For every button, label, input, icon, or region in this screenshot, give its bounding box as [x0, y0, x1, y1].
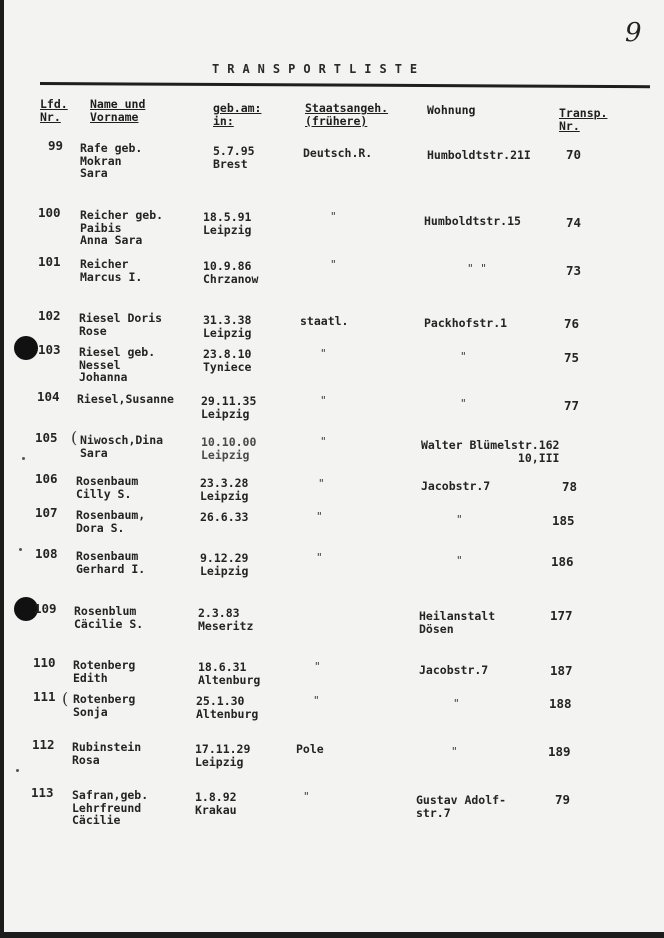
- row-106-nr: 106: [35, 471, 58, 486]
- row-111-transp: 188: [549, 696, 572, 711]
- row-101-staat: ": [330, 258, 337, 271]
- row-104-transp: 77: [564, 398, 580, 413]
- row-109-transp: 177: [550, 608, 573, 623]
- row-110-name: Rotenberg Edith: [73, 658, 136, 685]
- row-104-geb: 29.11.35 Leipzig: [201, 394, 257, 421]
- header-rule: [40, 82, 650, 88]
- row-100-transp: 74: [566, 215, 582, 230]
- row-112-nr: 112: [32, 737, 55, 752]
- row-101-name: Reicher Marcus I.: [80, 257, 143, 284]
- row-104-wohnung: ": [460, 397, 467, 410]
- row-110-transp: 187: [550, 663, 573, 678]
- row-103-geb: 23.8.10 Tyniece: [203, 347, 252, 374]
- row-112-transp: 189: [548, 744, 571, 759]
- row-99-transp: 70: [566, 147, 582, 162]
- row-99-staat: Deutsch.R.: [303, 146, 373, 160]
- row-113-nr: 113: [31, 785, 54, 800]
- row-103-name: Riesel geb. Nessel Johanna: [79, 345, 156, 384]
- row-111-wohnung: ": [453, 697, 460, 710]
- row-101-wohnung: " ": [467, 262, 487, 275]
- row-103-transp: 75: [564, 350, 580, 365]
- row-107-geb: 26.6.33: [200, 510, 249, 524]
- pen-mark-111: (: [62, 689, 69, 708]
- row-100-name: Reicher geb. Paibis Anna Sara: [80, 208, 164, 247]
- row-99-name: Rafe geb. Mokran Sara: [80, 141, 143, 180]
- row-103-wohnung: ": [460, 350, 467, 363]
- row-105-wohnung: Walter Blümelstr.162 10,III: [421, 438, 560, 465]
- row-104-name: Riesel,Susanne: [77, 392, 174, 406]
- row-106-name: Rosenbaum Cilly S.: [76, 474, 139, 501]
- row-108-wohnung: ": [456, 554, 463, 567]
- row-100-nr: 100: [38, 205, 61, 220]
- row-105-name: Niwosch,Dina Sara: [80, 433, 164, 460]
- row-109-name: Rosenblum Cäcilie S.: [74, 604, 144, 631]
- row-107-wohnung: ": [456, 513, 463, 526]
- row-103-staat: ": [320, 347, 327, 360]
- header-staatsangehoerigkeit: Staatsangeh. (frühere): [305, 101, 389, 128]
- row-99-nr: 99: [48, 138, 64, 153]
- row-107-name: Rosenbaum, Dora S.: [76, 508, 146, 535]
- row-106-wohnung: Jacobstr.7: [421, 479, 491, 493]
- row-108-name: Rosenbaum Gerhard I.: [76, 549, 146, 576]
- row-110-wohnung: Jacobstr.7: [419, 663, 489, 677]
- row-110-nr: 110: [33, 655, 56, 670]
- row-109-geb: 2.3.83 Meseritz: [198, 606, 254, 633]
- row-112-staat: Pole: [296, 742, 324, 756]
- row-113-geb: 1.8.92 Krakau: [195, 790, 237, 817]
- row-110-geb: 18.6.31 Altenburg: [198, 660, 261, 687]
- row-113-transp: 79: [555, 792, 571, 807]
- row-109-nr: 109: [34, 601, 57, 616]
- row-102-nr: 102: [38, 308, 61, 323]
- header-name: Name und Vorname: [90, 97, 146, 124]
- row-105-nr: 105: [35, 430, 58, 445]
- row-107-nr: 107: [35, 505, 58, 520]
- row-107-transp: 185: [552, 513, 575, 528]
- row-112-geb: 17.11.29 Leipzig: [195, 742, 251, 769]
- paper-speck: [19, 548, 22, 551]
- row-101-geb: 10.9.86 Chrzanow: [203, 259, 259, 286]
- row-109-wohnung: Heilanstalt Dösen: [419, 609, 496, 636]
- row-108-nr: 108: [35, 546, 58, 561]
- row-108-geb: 9.12.29 Leipzig: [200, 551, 249, 578]
- row-100-wohnung: Humboldtstr.15: [424, 214, 521, 228]
- row-99-geb: 5.7.95 Brest: [213, 144, 255, 171]
- row-111-name: Rotenberg Sonja: [73, 692, 136, 719]
- row-102-geb: 31.3.38 Leipzig: [203, 313, 252, 340]
- row-106-transp: 78: [562, 479, 578, 494]
- header-transp-nr: Transp. Nr.: [559, 106, 608, 133]
- row-113-name: Safran,geb. Lehrfreund Cäcilie: [72, 788, 149, 827]
- document-title: TRANSPORTLISTE: [212, 62, 426, 76]
- row-112-wohnung: ": [451, 745, 458, 758]
- row-100-geb: 18.5.91 Leipzig: [203, 210, 252, 237]
- row-106-staat: ": [318, 477, 325, 490]
- header-lfd-nr: Lfd. Nr.: [40, 97, 68, 124]
- row-102-transp: 76: [564, 316, 580, 331]
- row-111-geb: 25.1.30 Altenburg: [196, 694, 259, 721]
- row-100-staat: ": [330, 210, 337, 223]
- row-102-name: Riesel Doris Rose: [79, 311, 163, 338]
- row-103-nr: 103: [38, 342, 61, 357]
- row-99-wohnung: Humboldtstr.21I: [427, 148, 531, 162]
- row-101-nr: 101: [38, 254, 61, 269]
- row-108-staat: ": [316, 551, 323, 564]
- row-105-geb: 10.10.00 Leipzig: [201, 435, 257, 462]
- row-102-wohnung: Packhofstr.1: [424, 316, 508, 330]
- header-wohnung: Wohnung: [427, 103, 476, 117]
- row-111-nr: 111: [33, 689, 56, 704]
- row-104-staat: ": [320, 394, 327, 407]
- pen-mark-105: (: [71, 428, 78, 447]
- row-112-name: Rubinstein Rosa: [72, 740, 142, 767]
- punch-hole-upper: [14, 336, 38, 360]
- row-113-staat: ": [303, 790, 310, 803]
- row-101-transp: 73: [566, 263, 582, 278]
- header-geb: geb.am: in:: [213, 101, 262, 128]
- row-104-nr: 104: [37, 389, 60, 404]
- row-102-staat: staatl.: [300, 314, 349, 328]
- row-106-geb: 23.3.28 Leipzig: [200, 476, 249, 503]
- row-110-staat: ": [314, 660, 321, 673]
- paper-speck: [22, 457, 25, 460]
- row-107-staat: ": [316, 510, 323, 523]
- page-number: 9: [625, 18, 642, 48]
- row-113-wohnung: Gustav Adolf- str.7: [416, 793, 507, 820]
- row-105-staat: ": [320, 435, 327, 448]
- row-108-transp: 186: [551, 554, 574, 569]
- row-111-staat: ": [313, 694, 320, 707]
- paper-speck: [16, 769, 19, 772]
